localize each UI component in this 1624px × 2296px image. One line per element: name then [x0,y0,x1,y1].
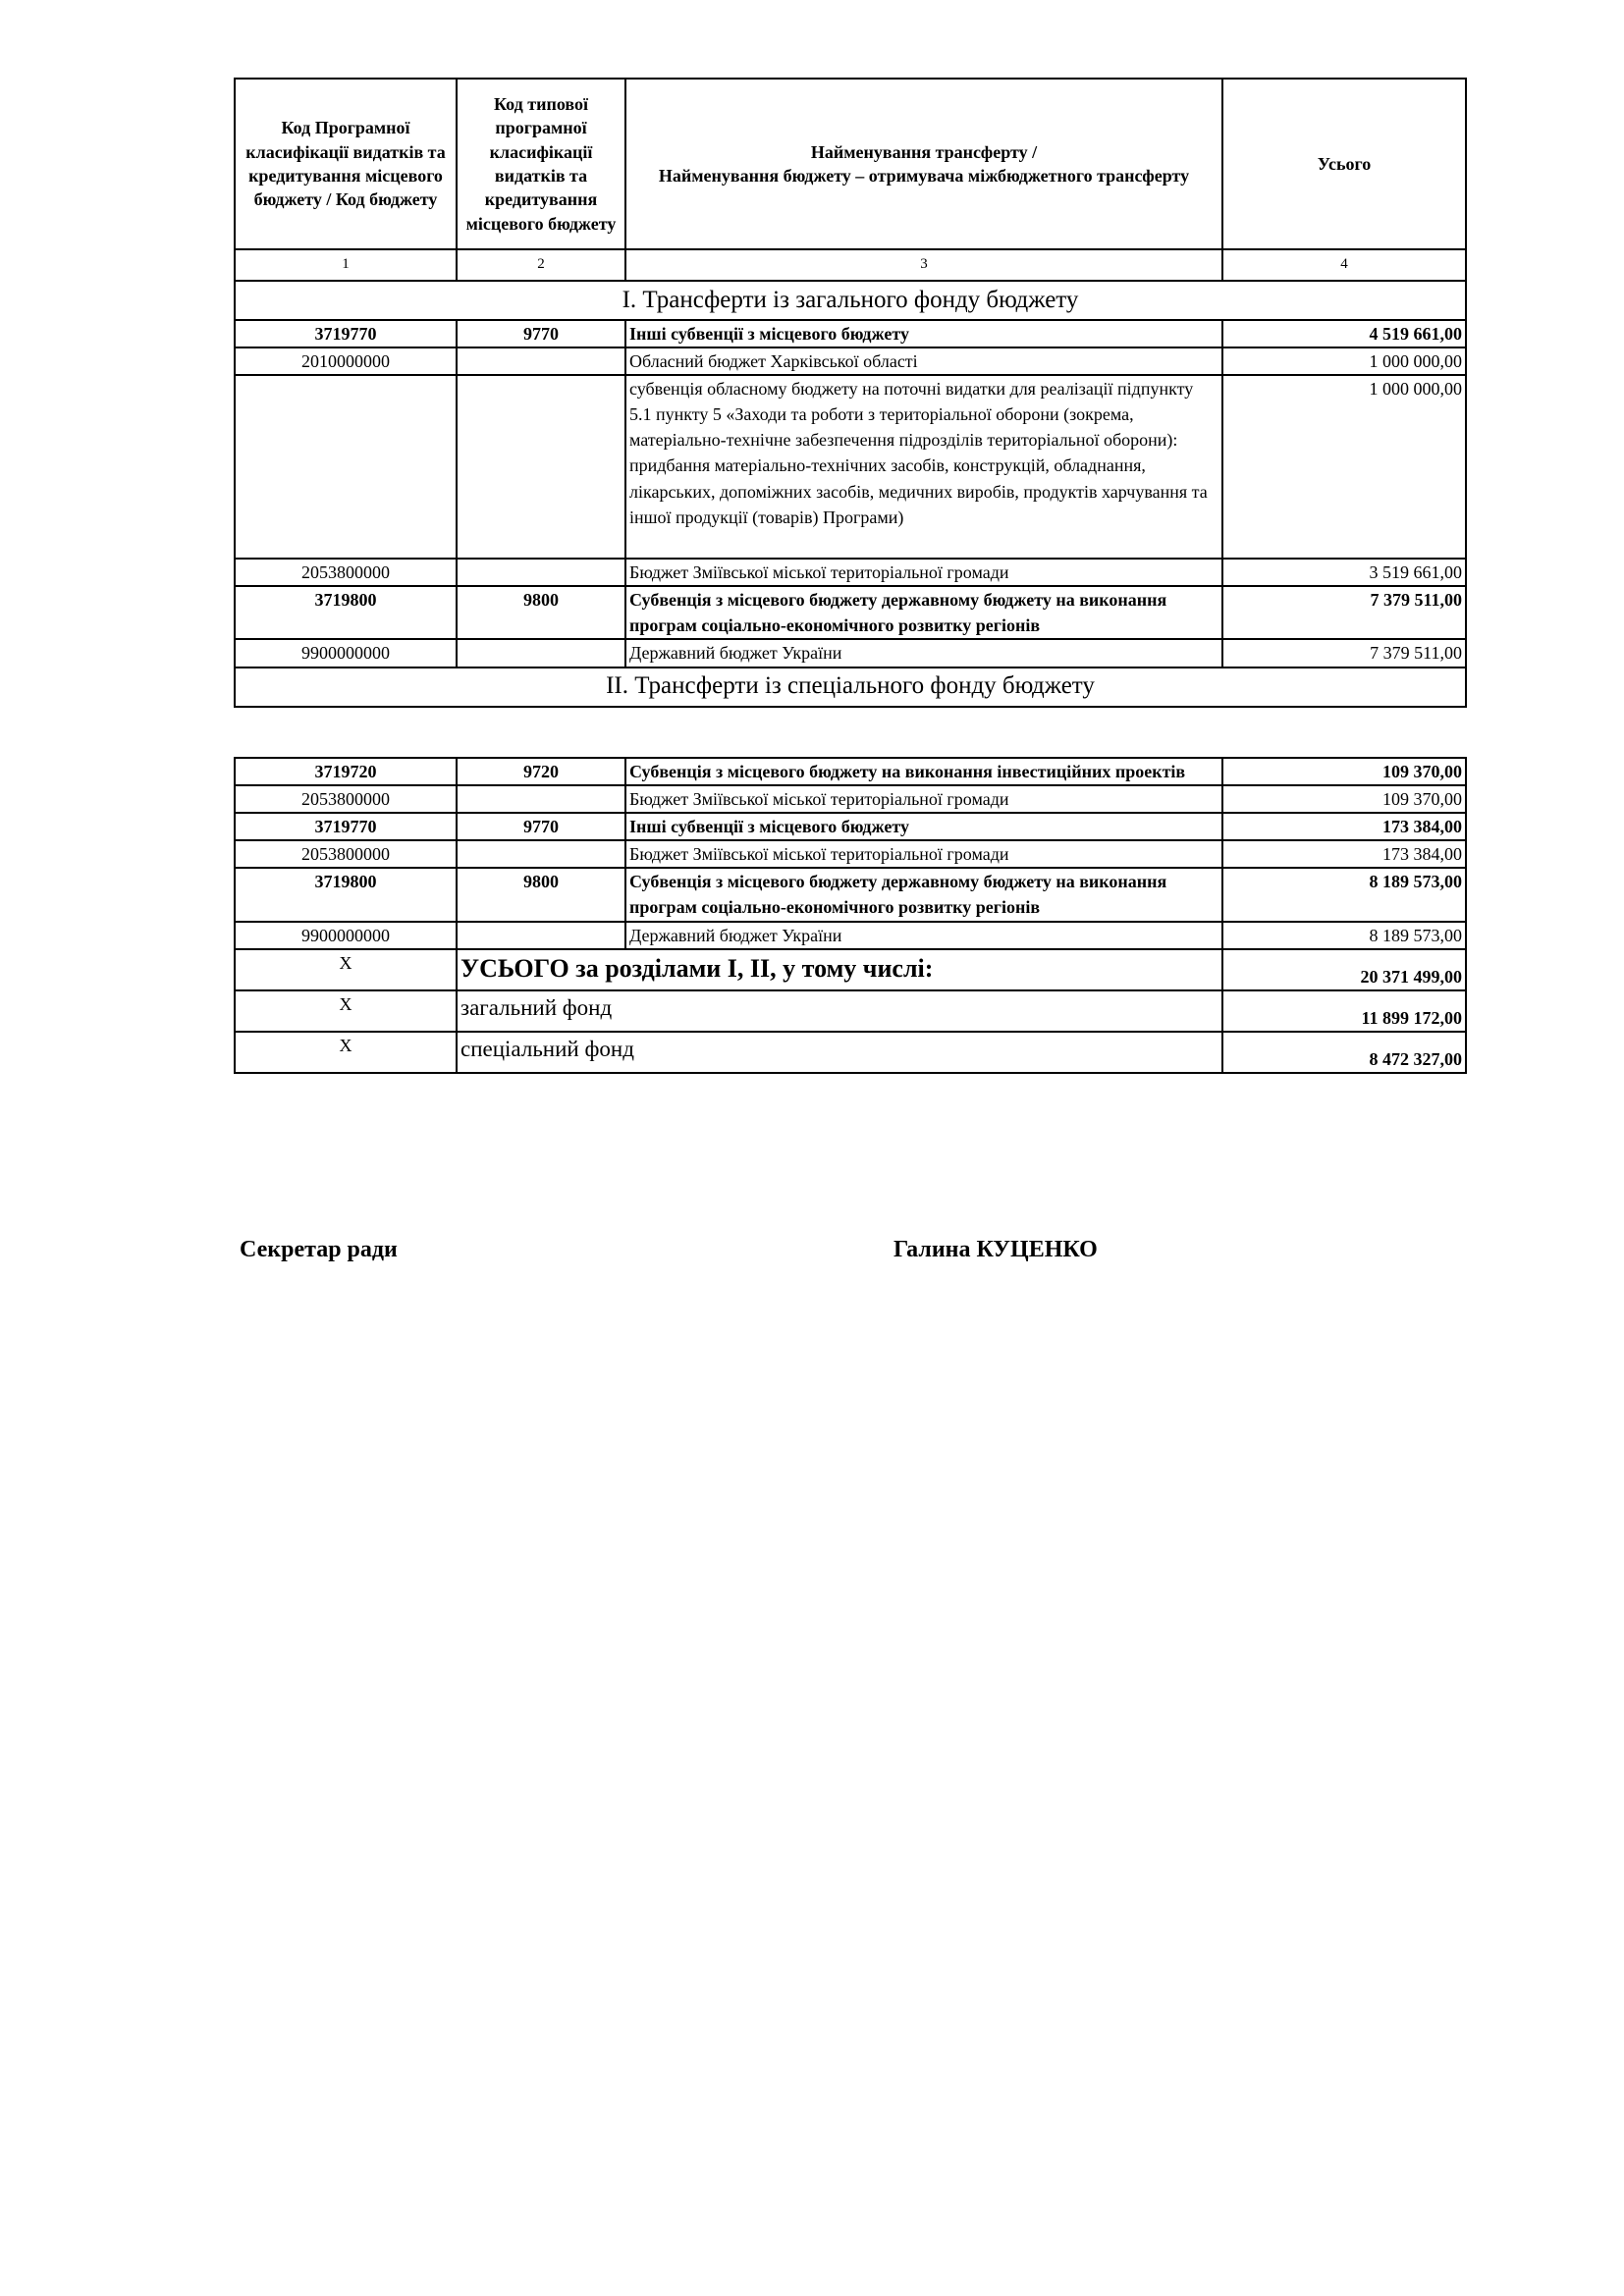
transfers-table-general [234,78,1467,708]
total-mark: Х [235,949,457,990]
total-general-row [235,990,1466,1032]
typical-code [457,375,625,559]
budget-name: Обласний бюджет Харківської області [625,347,1222,375]
budget-name: Бюджет Зміївської міської територіальної громади [625,785,1222,813]
amount: 8 189 573,00 [1222,922,1466,949]
program-code: 3719800 [235,586,457,639]
typical-code [457,639,625,667]
budget-name: Бюджет Зміївської міської територіальної громади [625,559,1222,586]
header-col-name-line1: Найменування трансферту / [810,141,1038,162]
section1-title: I. Трансферти із загального фонду бюджету [235,281,1466,320]
amount: 7 379 511,00 [1222,586,1466,639]
typical-code [457,559,625,586]
amount: 8 189 573,00 [1222,868,1466,921]
budget-code: 2053800000 [235,840,457,868]
budget-code: 2053800000 [235,785,457,813]
transfer-name: Субвенція з місцевого бюджету державному бюджету на виконання програм соціально-економічного розвитку регіонів [625,586,1222,639]
transfer-name: Інші субвенції з місцевого бюджету [625,813,1222,840]
typical-code [457,840,625,868]
program-code: 3719770 [235,813,457,840]
table-row [235,922,1466,949]
total-general-amount: 11 899 172,00 [1222,990,1466,1032]
table-row [235,868,1466,921]
amount: 173 384,00 [1222,813,1466,840]
typical-code [457,785,625,813]
budget-code [235,375,457,559]
typical-code: 9770 [457,320,625,347]
amount: 1 000 000,00 [1222,375,1466,559]
header-col-program-code: Код Програмної класифікації видатків та кредитування місцевого бюджету / Код бюджету [235,79,457,249]
table-row [235,586,1466,639]
amount: 173 384,00 [1222,840,1466,868]
program-code: 3719770 [235,320,457,347]
header-col-total: Усього [1222,79,1466,249]
budget-name: Бюджет Зміївської міської територіальної громади [625,840,1222,868]
typical-code [457,922,625,949]
budget-code: 9900000000 [235,639,457,667]
header-col-name-line2: Найменування бюджету – отримувача міжбюджетного трансферту [658,166,1190,186]
budget-name: Державний бюджет України [625,639,1222,667]
table-header-row [235,79,1466,249]
section-title-row [235,667,1466,707]
budget-code: 9900000000 [235,922,457,949]
column-index: 3 [625,249,1222,281]
transfer-name: Інші субвенції з місцевого бюджету [625,320,1222,347]
total-special-label: спеціальний фонд [457,1032,1222,1073]
total-amount: 20 371 499,00 [1222,949,1466,990]
transfer-description: субвенція обласному бюджету на поточні видатки для реалізації підпункту 5.1 пункту 5 «Заходи та роботи з територіальної оборони (зокрема, матеріально-технічне забезпечення підрозділів територіальної оборони): придбання матеріально-технічних засобів, конструкцій, обладнання, лікарських, допоміжних засобів, медичних виробів, продуктів харчування та іншої продукції (товарів) Програми) [625,375,1222,559]
column-index: 2 [457,249,625,281]
signature-name: Галина КУЦЕНКО [893,1237,1098,1262]
table-row [235,320,1466,347]
amount: 7 379 511,00 [1222,639,1466,667]
amount: 109 370,00 [1222,785,1466,813]
table-row [235,347,1466,375]
transfer-name: Субвенція з місцевого бюджету на виконання інвестиційних проектів [625,758,1222,785]
typical-code: 9800 [457,586,625,639]
section2-title: II. Трансферти із спеціального фонду бюджету [235,667,1466,707]
table-row [235,785,1466,813]
typical-code: 9770 [457,813,625,840]
total-special-amount: 8 472 327,00 [1222,1032,1466,1073]
total-special-row [235,1032,1466,1073]
header-col-typical-code: Код типової програмної класифікації видатків та кредитування місцевого бюджету [457,79,625,249]
table-row [235,758,1466,785]
budget-code: 2010000000 [235,347,457,375]
signature-position: Секретар ради [240,1237,398,1262]
section-title-row [235,281,1466,320]
table-row [235,813,1466,840]
typical-code [457,347,625,375]
total-row [235,949,1466,990]
total-label: УСЬОГО за розділами І, ІІ, у тому числі: [457,949,1222,990]
typical-code: 9720 [457,758,625,785]
column-index: 1 [235,249,457,281]
amount: 109 370,00 [1222,758,1466,785]
total-mark: Х [235,990,457,1032]
table-row [235,840,1466,868]
total-general-label: загальний фонд [457,990,1222,1032]
program-code: 3719800 [235,868,457,921]
column-index: 4 [1222,249,1466,281]
header-col-name [625,79,1222,249]
transfers-table-special [234,757,1467,1074]
budget-code: 2053800000 [235,559,457,586]
program-code: 3719720 [235,758,457,785]
amount: 3 519 661,00 [1222,559,1466,586]
amount: 4 519 661,00 [1222,320,1466,347]
amount: 1 000 000,00 [1222,347,1466,375]
typical-code: 9800 [457,868,625,921]
column-index-row [235,249,1466,281]
table-row [235,559,1466,586]
total-mark: Х [235,1032,457,1073]
table-row [235,375,1466,559]
transfer-name: Субвенція з місцевого бюджету державному бюджету на виконання програм соціально-економічного розвитку регіонів [625,868,1222,921]
table-row [235,639,1466,667]
budget-name: Державний бюджет України [625,922,1222,949]
